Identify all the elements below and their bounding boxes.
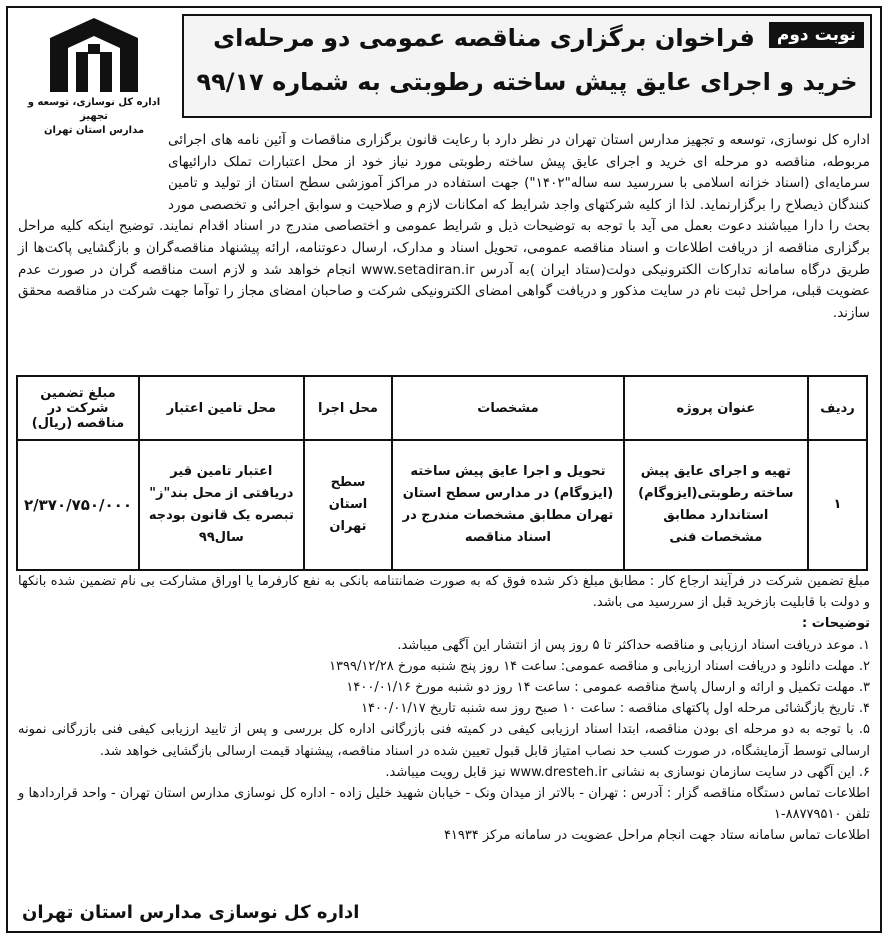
logo-caption-2: مدارس استان تهران — [43, 125, 145, 136]
note-item-6: ۶. این آگهی در سایت سازمان نوسازی به نشانی www.dresteh.ir نیز قابل رویت میباشد. — [385, 764, 870, 780]
contact-paragraph: اطلاعات تماس دستگاه مناقصه گزار : آدرس : تهران - بالاتر از میدان ونک - خیابان شهید خلیل زاده - اداره کل نوسازی مدارس استان تهران - واحد قراردادها و تلفن ۸۸۷۷۹۵۱۰-۱ — [18, 786, 870, 823]
guarantee-paragraph: مبلغ تضمین شرکت در فرآیند ارجاع کار : مطابق مبلغ ذکر شده فوق که به صورت ضمانتنامه بانکی به نفع کارفرما یا اوراق مشارکت بی نام تضمین شده بانکها و دولت با قابلیت بازخرید قبل از سررسید می باشد. — [18, 574, 870, 611]
setad-contact-paragraph: اطلاعات تماس سامانه ستاد جهت انجام مراحل عضویت در سامانه مرکز ۴۱۹۳۴ — [443, 828, 870, 844]
cell-guarantee-amount: ۲/۳۷۰/۷۵۰/۰۰۰ — [17, 440, 139, 570]
cell-project-title: تهیه و اجرای عایق پیش ساخته رطوبتی(ایزوگام) استاندارد مطابق مشخصات فنی — [624, 440, 808, 570]
cell-row-number: ۱ — [808, 440, 867, 570]
round-tag: نوبت دوم — [769, 22, 864, 48]
header — [16, 14, 872, 136]
logo-caption-1: اداره کل نوسازی، توسعه و تجهیز — [27, 97, 161, 122]
notes-section — [18, 571, 870, 847]
notes-title: توضیحات : — [802, 616, 870, 632]
title-line-1: فراخوان برگزاری مناقصه عمومی دو مرحله‌ای — [213, 24, 755, 52]
cell-specs: تحویل و اجرا عایق پیش ساخته (ایزوگام) در مدارس سطح استان تهران مطابق مشخصات مندرج در اسناد مناقصه — [392, 440, 623, 570]
title-box — [182, 14, 872, 118]
note-item-1: ۱. موعد دریافت اسناد ارزیابی و مناقصه حداکثر تا ۵ روز پس از انتشار این آگهی میباشد. — [397, 637, 870, 653]
cell-funding: اعتبار تامین قیر دریافتی از محل بند"ز" تبصره یک قانون بودجه سال۹۹ — [139, 440, 304, 570]
table-header-row — [17, 376, 867, 440]
note-item-2: ۲. مهلت دانلود و دریافت اسناد ارزیابی و مناقصه عمومی: ساعت ۱۴ روز پنج شنبه مورخ ۱۳۹۹/۱۲/۲۸ — [329, 658, 870, 674]
signature: اداره کل نوسازی مدارس استان تهران — [22, 902, 360, 923]
organization-logo-icon — [46, 14, 142, 96]
note-item-5: ۵. با توجه به دو مرحله ای بودن مناقصه، ابتدا اسناد ارزیابی کیفی در کمیته فنی بازرگانی اداره کل بررسی و پس از تایید ارزیابی کیفی فنی بازرگانی نمونه ارسالی توسط آزمایشگاه، در صورت کسب حد نصاب امتیاز قابل قبول تعیین شده در اسناد مناقصه، پیشنهاد قیمت ارسالی بازگشایی خواهد شد. — [18, 722, 870, 759]
logo-area — [16, 14, 172, 136]
header-specs: مشخصات — [392, 376, 623, 440]
title-line-2: خرید و اجرای عایق پیش ساخته رطوبتی به شماره ۹۹/۱۷ — [196, 68, 858, 96]
cell-location: سطح استان تهران — [304, 440, 393, 570]
header-funding: محل تامین اعتبار — [139, 376, 304, 440]
header-location: محل اجرا — [304, 376, 393, 440]
table-row — [17, 440, 867, 570]
tender-notice — [6, 6, 882, 933]
header-project-title: عنوان پروژه — [624, 376, 808, 440]
note-item-4: ۴. تاریخ بازگشائی مرحله اول پاکتهای مناقصه : ساعت ۱۰ صبح روز سه شنبه تاریخ ۱۴۰۰/۰۱/۱۷ — [361, 701, 870, 717]
header-row-number: ردیف — [808, 376, 867, 440]
intro-text: اداره کل نوسازی، توسعه و تجهیز مدارس استان تهران در نظر دارد با رعایت قانون برگزاری مناقصات و آئین نامه های اجرائی مربوطه، مناقصه دو مرحله ای خرید و اجرای عایق پیش ساخته رطوبتی مورد نیاز خود از محل اعتبارات تملک دارائیهای سرمایه‌ای (اسناد خزانه اسلامی با سررسید سه ساله"۱۴۰۲") جهت استفاده در مراکز آموزشی سطح استان از تولید و تامین کنندگان ذیصلاح را برگزارنماید. لذا از کلیه شرکتهای واجد شرایط که امکانات لازم و صلاحیت و سوابق اجرائی و تخصصی مورد بحث را دارا میباشند دعوت بعمل می آید با توجه به توضیحات ذیل و شرایط عمومی و اختصاصی مندرج در اسناد اقدام نمایند. توضیح اینکه کلیه مراحل برگزاری مناقصه از دریافت اطلاعات و اسناد مناقصه عمومی، تحویل اسناد و مدارک، ارسال دعوتنامه، ارائه پیشنهاد مناقصه‌گران و بازگشایی پاکت‌ها از طریق درگاه سامانه تدارکات الکترونیکی دولت(ستاد ایران )به آدرس www.setadiran.ir انجام خواهد شد و لازم است مناقصه گران در صورت عدم عضویت قبلی، مراحل ثبت نام در سایت مذکور و دریافت گواهی امضای الکترونیکی شرکت و صاحبان امضای مجاز را توآما جهت شرکت در مناقصه محقق سازند. — [18, 132, 871, 321]
note-item-3: ۳. مهلت تکمیل و ارائه و ارسال پاسخ مناقصه عمومی : ساعت ۱۴ روز دو شنبه مورخ ۱۴۰۰/۰۱/۱۶ — [346, 680, 870, 696]
intro-paragraph — [18, 130, 870, 324]
logo-spacer — [18, 130, 168, 210]
projects-table — [16, 375, 868, 571]
header-guarantee-amount: مبلغ تضمین شرکت در مناقصه (ریال) — [17, 376, 139, 440]
